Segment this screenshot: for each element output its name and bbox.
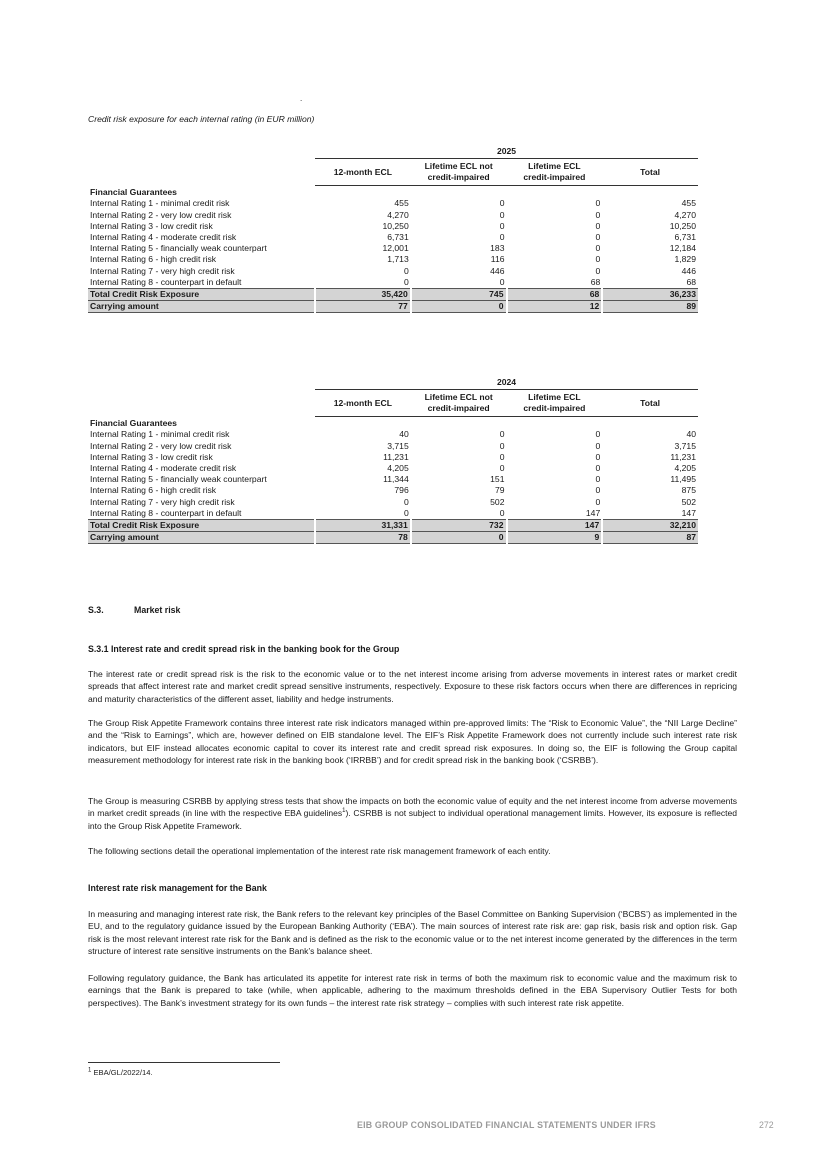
year-header: 2025 [315,146,698,159]
col-lifetime-impaired: Lifetime ECL credit-impaired [507,390,603,417]
bank-heading: Interest rate risk management for the Bank [88,883,267,893]
paragraph: The following sections detail the operational implementation of the interest rate risk management framework of each entity. [88,846,551,856]
table-row: Internal Rating 8 - counterpart in default 0 0 68 68 [90,276,696,287]
footer-title: EIB GROUP CONSOLIDATED FINANCIAL STATEMENTS UNDER IFRS [357,1120,656,1130]
year-header: 2024 [315,377,698,390]
col-total: Total [602,159,698,186]
table-row: Internal Rating 3 - low credit risk 10,250 0 0 10,250 [90,220,696,231]
section-heading [88,605,180,615]
table-row: Internal Rating 2 - very low credit risk 3,715 0 0 3,715 [90,440,696,451]
total-row: Total Credit Risk Exposure 31,331 732 147 32,210 [90,520,696,531]
paragraph: In measuring and managing interest rate risk, the Bank refers to the relevant key principles of the Basel Committee on Banking Supervision (‘BCBS’) as implemented in the EU, and to the regulatory guidance issued by the European Banking Authority (‘EBA’). The main sources of interest rate risk are: gap risk, basis risk and option risk. Gap risk is the most relevant interest rate risk for the Bank and is defined as the risk to the economic value or to the net interest income generated by the differences in the term structure of interest rate sensitive instruments on the Bank’s balance sheet. [88,909,737,957]
carrying-amount-row: Carrying amount 78 0 9 87 [90,532,696,543]
col-12-month-ecl: 12-month ECL [315,159,411,186]
carrying-amount-row: Carrying amount 77 0 12 89 [90,301,696,312]
footnote-ref: 1 [342,808,346,815]
page-number: 272 [759,1120,774,1130]
footnote: $^1$ EBA/GL/2022/14. [88,1067,153,1077]
paragraph: The Group is measuring CSRBB by applying stress tests that show the impacts on both the economic value of equity and the net interest income from adverse movements in market credit spreads (in line with the respective EBA guidelines$^1$). CSRBB is not subject to individual operational management limits. However, its exposure is reflected into the Group Risk Appetite Framework. [88,796,737,831]
col-lifetime-impaired: Lifetime ECL credit-impaired [507,159,603,186]
credit-risk-table-2024 [88,377,698,544]
paragraph: The interest rate or credit spread risk is the risk to the economic value or to the net interest income arising from adverse movements in interest rates or market credit spreads that affect interest rate and market credit spread sensitive instruments, respectively. Exposure to these risk factors occurs when there are differences in repricing and maturity characteristics of the different asset, liability and hedge instruments. [88,669,737,704]
table-row: Internal Rating 4 - moderate credit risk 4,205 0 0 4,205 [90,463,696,474]
table-row: Internal Rating 5 - financially weak counterpart 12,001 183 0 12,184 [90,243,696,254]
paragraph: Following regulatory guidance, the Bank has articulated its appetite for interest rate risk in terms of both the maximum risk to economic value and the maximum risk to earnings that the Bank is prepared to take (while, when applicable, adhering to the maximum thresholds defined in the EBA Supervisory Outlier Tests for both perspectives). The Bank’s investment strategy for its own funds – the interest rate risk strategy – complies with such interest rate risk appetite. [88,973,737,1008]
table-row: Internal Rating 3 - low credit risk 11,231 0 0 11,231 [90,451,696,462]
table-row: Internal Rating 2 - very low credit risk 4,270 0 0 4,270 [90,209,696,220]
subsection-heading: S.3.1 Interest rate and credit spread risk in the banking book for the Group [88,644,400,654]
col-lifetime-not-impaired: Lifetime ECL not credit-impaired [411,390,507,417]
section-label: Financial Guarantees [90,187,177,198]
stray-dot: . [300,94,303,103]
table-row: Internal Rating 5 - financially weak counterpart 11,344 151 0 11,495 [90,474,696,485]
table-row: Internal Rating 4 - moderate credit risk 6,731 0 0 6,731 [90,232,696,243]
table-row: Internal Rating 7 - very high credit risk 0 446 0 446 [90,265,696,276]
table-caption: Credit risk exposure for each internal rating (in EUR million) [88,114,315,124]
total-row: Total Credit Risk Exposure 35,420 745 68 36,233 [90,289,696,300]
section-title: Market risk [134,605,181,615]
credit-risk-table-2025 [88,146,698,313]
table-row: Internal Rating 8 - counterpart in default 0 0 147 147 [90,507,696,518]
footnote-divider [88,1062,280,1063]
paragraph: The Group Risk Appetite Framework contains three interest rate risk indicators managed within pre-approved limits: The “Risk to Economic Value”, the “NII Large Decline” and the “Risk to Earnings”, which are, however defined on EIB standalone level. The EIF’s Risk Appetite Framework does not currently include such interest rate risk indicators, but EIF instead allocates economic capital to cover its interest rate and credit spread risk exposures. In doing so, the EIF is following the Group capital measurement methodology for interest rate risk in the banking book (‘IRRBB’) and for credit spread risk in the banking book (‘CSRBB’). [88,718,737,766]
section-label: Financial Guarantees [90,418,177,429]
section-number: S.3. [88,605,104,615]
table-row: Internal Rating 7 - very high credit risk 0 502 0 502 [90,496,696,507]
table-row: Internal Rating 6 - high credit risk 1,713 116 0 1,829 [90,254,696,265]
table-row: Internal Rating 6 - high credit risk 796 79 0 875 [90,485,696,496]
col-12-month-ecl: 12-month ECL [315,390,411,417]
col-lifetime-not-impaired: Lifetime ECL not credit-impaired [411,159,507,186]
col-total: Total [602,390,698,417]
table-row: Internal Rating 1 - minimal credit risk 40 0 0 40 [90,429,696,440]
table-row: Internal Rating 1 - minimal credit risk 455 0 0 455 [90,198,696,209]
